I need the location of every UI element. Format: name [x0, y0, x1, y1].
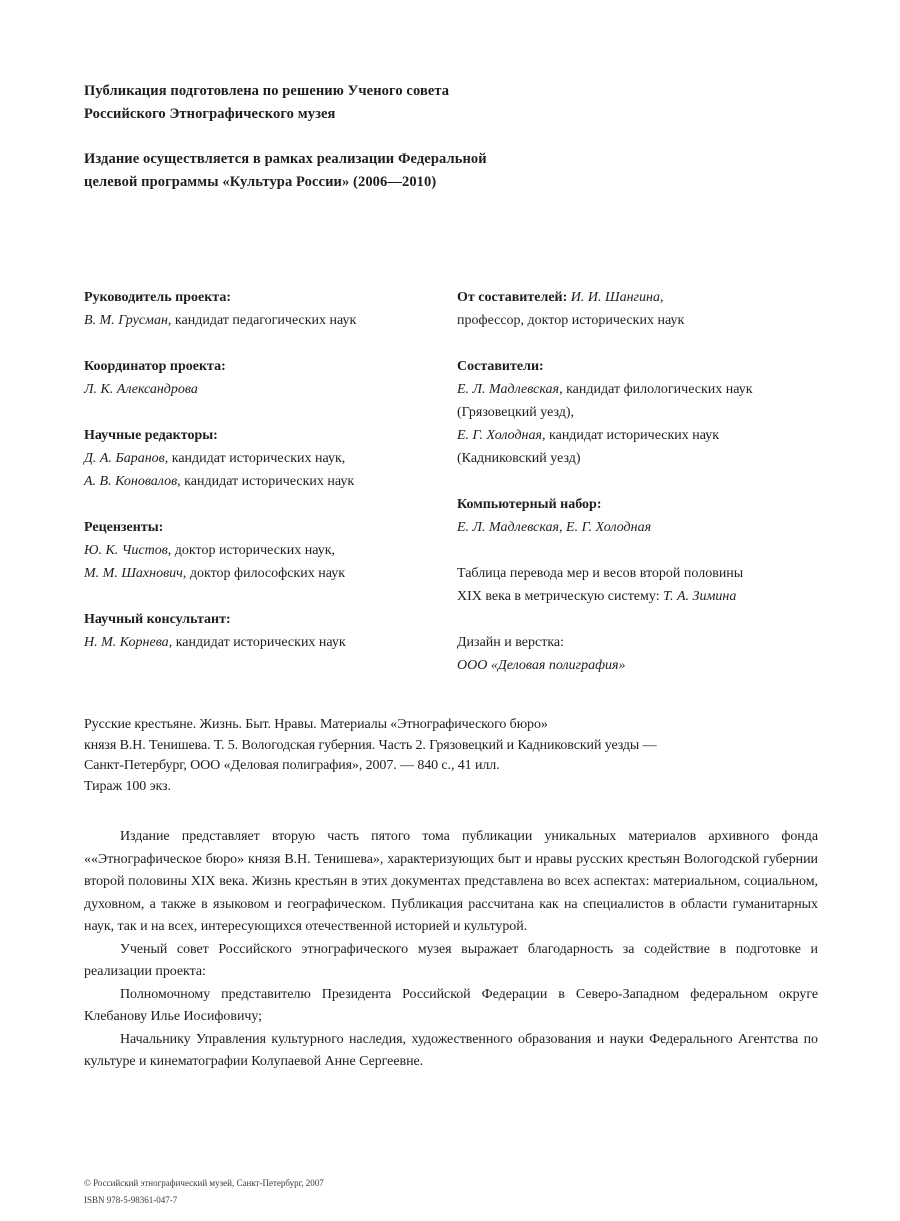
- credit-description: Таблица перевода мер и весов второй половины: [457, 566, 744, 581]
- credits-right-column: [457, 286, 753, 700]
- person-role: , кандидат исторических наук,: [164, 451, 346, 466]
- credit-compilers: [457, 355, 753, 470]
- credit-entry: [457, 424, 753, 447]
- credit-title: Руководитель проекта:: [84, 290, 231, 305]
- credit-title: Компьютерный набор:: [457, 497, 602, 512]
- isbn: ISBN 978-5-98361-047-7: [84, 1195, 178, 1205]
- person-names: Е. Л. Мадлевская, Е. Г. Холодная: [457, 520, 652, 535]
- person-name: Е. Л. Мадлевская: [457, 382, 560, 397]
- person-role: , доктор исторических наук,: [167, 543, 336, 558]
- person-name: М. М. Шахнович: [84, 566, 183, 581]
- credit-entry: [84, 539, 356, 562]
- person-role: , кандидат исторических наук: [542, 428, 720, 443]
- biblio-line-1: Русские крестьяне. Жизнь. Быт. Нравы. Материалы «Этнографического бюро»: [84, 717, 548, 732]
- credit-title: От составителей:: [457, 290, 568, 305]
- person-role: , кандидат исторических наук: [168, 635, 346, 650]
- approval-line-1: Публикация подготовлена по решению Ученого совета: [84, 83, 450, 99]
- biblio-print-run: Тираж 100 экз.: [84, 778, 171, 794]
- credit-entry: [84, 631, 356, 654]
- biblio-line-3: Санкт-Петербург, ООО «Деловая полиграфия», 2007. — 840 с., 41 илл.: [84, 758, 500, 773]
- credit-title: Составители:: [457, 359, 544, 374]
- abstract-paragraph: Начальнику Управления культурного наследия, художественного образования и науки Федерального Агентства по культуре и кинематографии Колупаевой Анне Сергеевне.: [84, 1031, 818, 1069]
- credit-entry: [84, 309, 356, 332]
- biblio-line-2: князя В.Н. Тенишева. Т. 5. Вологодская губерния. Часть 2. Грязовецкий и Кадниковский уезды —: [84, 737, 657, 753]
- abstract-paragraph: Ученый совет Российского этнографического музея выражает благодарность за содействие в подготовке и реализации проекта:: [84, 941, 818, 979]
- credit-reviewers: [84, 516, 356, 585]
- program-line-2: целевой программы «Культура России» (2006—2010): [84, 174, 437, 190]
- credit-entry: [84, 562, 356, 585]
- credit-project-lead: [84, 286, 356, 332]
- program-statement: [84, 148, 487, 194]
- approval-statement: [84, 80, 449, 126]
- company-name: ООО «Деловая полиграфия»: [457, 658, 626, 673]
- credit-entry: [457, 378, 753, 401]
- person-name: Т. А. Зимина: [663, 589, 737, 604]
- credits-left-column: [84, 286, 356, 677]
- person-role: , кандидат педагогических наук: [167, 313, 357, 328]
- person-role: , кандидат филологических наук: [559, 382, 753, 397]
- credit-note: (Кадниковский уезд): [457, 451, 581, 466]
- credit-description: XIX века в метрическую систему:: [457, 589, 664, 604]
- credit-entry: [84, 378, 356, 401]
- credit-title: Научные редакторы:: [84, 428, 218, 443]
- credit-entry: [84, 470, 356, 493]
- abstract-paragraph: Издание представляет вторую часть пятого тома публикации уникальных материалов архивного фонда ««Этнографическое бюро» князя В.Н. Тенишева», характеризующих быт и нравы русских крестьян Вологодской губернии второй половины XIX века. Жизнь крестьян в этих документах представлена во всех аспектах: материальном, социальном, духовном, а также в языковом и географическом. Публикация рассчитана как на специалистов в области гуманитарных наук, так и на всех, интересующихся отечественной историей и культурой.: [84, 829, 818, 934]
- person-name: Н. М. Корнева: [84, 635, 169, 650]
- person-name: В. М. Грусман: [84, 313, 168, 328]
- credit-from-compilers: [457, 286, 753, 332]
- credit-project-coordinator: [84, 355, 356, 401]
- credit-scientific-consultant: [84, 608, 356, 654]
- approval-line-2: Российского Этнографического музея: [84, 106, 336, 122]
- credit-note: (Грязовецкий уезд),: [457, 405, 575, 420]
- credit-typesetting: [457, 493, 753, 539]
- credit-entry: [457, 286, 753, 309]
- credit-design: [457, 631, 753, 677]
- credit-entry: [457, 585, 753, 608]
- person-name: Е. Г. Холодная: [457, 428, 543, 443]
- credit-title: Дизайн и верстка:: [457, 635, 565, 650]
- abstract: [84, 826, 818, 1074]
- person-name: Д. А. Баранов: [84, 451, 165, 466]
- copyright-notice: © Российский этнографический музей, Санкт-Петербург, 2007: [84, 1178, 324, 1188]
- person-name: И. И. Шангина: [570, 290, 660, 305]
- person-role: ,: [659, 290, 664, 305]
- credit-title: Рецензенты:: [84, 520, 164, 535]
- credit-measures-table: [457, 562, 753, 608]
- imprint-footer: [84, 1175, 324, 1209]
- person-role: , доктор философских наук: [182, 566, 346, 581]
- abstract-paragraph: Полномочному представителю Президента Российской Федерации в Северо-Западном федеральном округе Клебанову Илье Иосифовичу;: [84, 986, 818, 1024]
- credit-scientific-editors: [84, 424, 356, 493]
- credit-entry: [84, 447, 356, 470]
- credit-title: Координатор проекта:: [84, 359, 226, 374]
- person-name: А. В. Коновалов: [84, 474, 178, 489]
- bibliographic-record: [84, 715, 657, 797]
- person-role: , кандидат исторических наук: [177, 474, 355, 489]
- person-name: Ю. К. Чистов: [84, 543, 168, 558]
- person-role: профессор, доктор исторических наук: [457, 313, 685, 328]
- program-line-1: Издание осуществляется в рамках реализации Федеральной: [84, 151, 487, 167]
- person-name: Л. К. Александрова: [84, 382, 198, 397]
- credit-title: Научный консультант:: [84, 612, 231, 627]
